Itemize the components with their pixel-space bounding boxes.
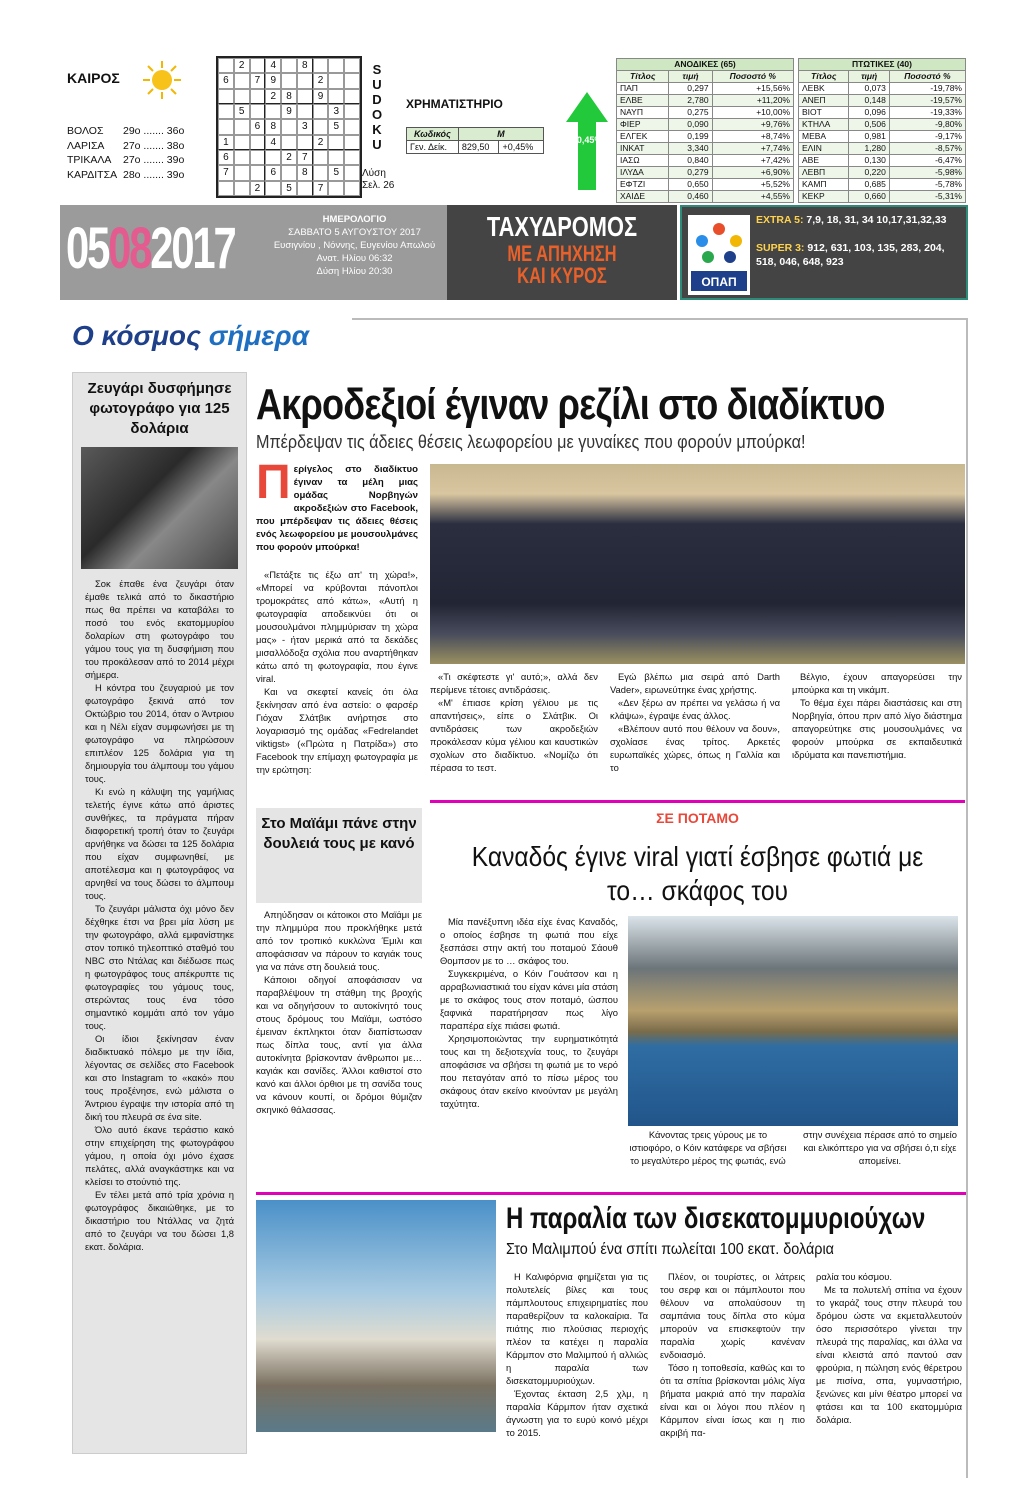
river-fire-photo — [628, 916, 958, 1126]
sudoku-cell — [281, 135, 297, 150]
sudoku-cell — [250, 165, 266, 180]
sudoku-cell — [218, 181, 234, 196]
sudoku-cell: 9 — [281, 104, 297, 119]
rising-stocks-table: ΑΝΟΔΙΚΕΣ (65) Τίτλος τιμή Ποσοστό % ΠΑΠ 0,297 +15,56% ΕΛΒΕ 2,780 +11,20% ΝΑΥΠ 0,275 +10,00% ΦΙΕΡ 0,090 +9,76% ΕΛΓΕΚ 0,199 +8,74% ΙΝΚΑΤ 3,340 +7,74% ΙΑΣΩ 0,840 +7,42% ΙΛΥΔΑ 0,279 +6,90% ΕΦΤΖΙ 0,650 +5,52% ΧΑΙΔΕ 0,460 +4,55% — [616, 58, 794, 203]
main-lead: Περίγελος στο διαδίκτυο έγιναν τα μέλη μιας ομάδας Νορβηγών ακροδεξιών στο Facebook, που μπέρδεψαν τις άδειες θέσεις ενός λεωφορείου με μουσουλμάνες που φορούν μπούρκα! — [256, 456, 418, 553]
sudoku-cell: 9 — [313, 89, 329, 104]
sudoku-cell — [218, 89, 234, 104]
sudoku-cell — [234, 150, 250, 165]
beach-col-2: Πλέον, οι τουρίστες, οι λάτρεις του σερφ και οι πάμπλουτοι που θέλουν να απολαύσουν τη σαμπάνια τους δίπλα στο κύμα μπορούν να επισκεφτούν την παραλία χωρίς κανέναν ενδοιασμό. Τόσο η τοποθεσία, καθώς και το ότι τα σπίτια βρίσκονται μόλις λίγα βήματα μακριά από την παραλία είναι και οι λόγοι που πλέον η Κάρμπον είναι ίσως και η πιο ακριβή πα- — [660, 1271, 805, 1438]
sudoku-cell — [313, 150, 329, 165]
section-rule — [352, 318, 968, 320]
left-story — [72, 372, 247, 1454]
beach-col-1: Η Καλιφόρνια φημίζεται για τις πολυτελείς βίλες και τους πάμπλουτους επιχειρηματίες που παραθερίζουν τα καλοκαίρια. Τα πιάτης πιο πλούσιας περιοχής πλέον τα κατέχει η παραλία Κάρμπον στο Μαλιμπού ή αλλιώς η παραλία των δισεκατομμυριούχων. Έχοντας έκταση 2,5 χλμ, η παραλία Κάρμπον ήταν σχετικά άγνωστη για το ευρύ κοινό μέχρι το 2015. — [506, 1271, 648, 1438]
sudoku-cell — [297, 181, 313, 196]
stock-row: ΛΕΒΠ 0,220 -5,98% — [799, 167, 966, 179]
stock-row: ΕΛΒΕ 2,780 +11,20% — [617, 95, 794, 107]
weather-row: ΛΑΡΙΣΑ 27ο ....... 38ο — [67, 139, 185, 152]
beach-rule — [256, 1192, 966, 1195]
stock-row: ΦΙΕΡ 0,090 +9,76% — [617, 119, 794, 131]
sudoku-cell — [265, 150, 281, 165]
sudoku-cell: 5 — [328, 165, 344, 180]
stock-row: ΚΑΜΠ 0,685 -5,78% — [799, 179, 966, 191]
beach-col-3: ραλία του κόσμου. Με τα πολυτελή σπίτια να έχουν το γκαράζ τους στην πλευρά του δρόμου ώστε να εκμεταλλευτούν όσο περισσότερο γίνεται την πλευρά της παραλίας, και άλλα να είναι κλειστά από παντού σαν φρούρια, η πώληση ενός θέρετρου με πισίνα, σπα, γυμναστήριο, ξενώνες και μίνι θέατρο μπορεί να φτάσει και τα 100 εκατομμύρια δολάρια. — [816, 1271, 962, 1425]
stock-row: ΚΤΗΛΑ 0,506 -9,80% — [799, 119, 966, 131]
sudoku-cell — [344, 73, 360, 88]
sudoku-cell — [328, 135, 344, 150]
sudoku-cell — [313, 119, 329, 134]
opap-logo-icon — [688, 215, 750, 295]
sudoku-cell — [234, 119, 250, 134]
sudoku-cell — [218, 104, 234, 119]
sudoku-cell: 5 — [328, 119, 344, 134]
stock-row: ΝΑΥΠ 0,275 +10,00% — [617, 107, 794, 119]
sudoku-cell: 6 — [218, 150, 234, 165]
sudoku-cell — [250, 135, 266, 150]
sudoku-cell: 7 — [218, 165, 234, 180]
sudoku-cell — [250, 150, 266, 165]
sudoku-cell — [344, 89, 360, 104]
sudoku-cell: 2 — [281, 150, 297, 165]
sudoku-cell: 8 — [281, 89, 297, 104]
side-rule — [966, 318, 968, 1478]
main-col-1: «Πετάξτε τις έξω απ' τη χώρα!», «Μπορεί να κρύβονται πάνοπλοι τρομοκράτες από κάτω», «Αυτή η φωτογραφία αποδεικνύει ότι οι μουσουλμάνοι πλημμύρισαν τη χώρα μας» - ήταν μερικά από τα δεκάδες μισαλλόδοξα σχόλια που αναρτήθηκαν κάτω από τη φωτογραφία, που έγινε viral. Και να σκεφτεί κανείς ότι όλα ξεκίνησαν από ένα αστείο: ο φαρσέρ Γιόχαν Σλάτβικ ανήρτησε στο λογαριασμό της ομάδας «Fedrelandet viktigst» («Πρώτα η Πατρίδα») στο Facebook την επίμαχη φωτογραφία με την ερώτηση: — [256, 569, 418, 775]
sudoku-cell — [344, 104, 360, 119]
sudoku-cell — [313, 58, 329, 73]
sudoku-cell: 3 — [328, 104, 344, 119]
sudoku-cell — [265, 104, 281, 119]
poto-caption-1: Κάνοντας τρεις γύρους με το ιστιοφόρο, ο Κόιν κατάφερε να σβήσει το μεγαλύτερο μέρος της φωτιάς, ενώ — [629, 1129, 787, 1166]
weather-box — [62, 60, 212, 190]
sudoku-cell — [344, 150, 360, 165]
sudoku-cell — [328, 89, 344, 104]
miami-headline: Στο Μαϊάμι πάνε στην δουλειά τους με κανό — [261, 815, 417, 852]
sudoku-cell — [313, 104, 329, 119]
sudoku-solution-ref: Λύση Σελ. 26 — [362, 168, 395, 191]
sudoku-cell — [297, 104, 313, 119]
wedding-photo — [81, 447, 238, 569]
sudoku-cell — [344, 181, 360, 196]
malibu-house-photo — [256, 1200, 496, 1432]
beach-subhead: Στο Μαλιμπού ένα σπίτι πωλείται 100 εκατ. δολάρια — [506, 1241, 834, 1258]
sudoku-cell — [281, 165, 297, 180]
poto-caption-2: στην συνέχεια πέρασε από το σημείο και ελικόπτερο για να σβήσει ό,τι είχε απομείνει. — [803, 1129, 957, 1166]
sudoku-cell — [234, 135, 250, 150]
sudoku-cell — [328, 181, 344, 196]
sudoku-cell — [250, 58, 266, 73]
beach-headline: Η παραλία των δισεκατομμυριούχων — [506, 1202, 926, 1235]
market-change-label: +0,45% — [571, 135, 603, 145]
sudoku-cell — [234, 165, 250, 180]
sudoku-cell — [281, 119, 297, 134]
sudoku-label: S U D O K U — [371, 62, 383, 152]
sudoku-cell: 7 — [297, 150, 313, 165]
sudoku-cell — [328, 73, 344, 88]
sudoku-cell: 2 — [265, 89, 281, 104]
lottery-results: ΟΠΑΠ EXTRA 5: 7,9, 18, 31, 34 10,17,31,32,33 SUPER 3: 912, 631, 103, 135, 283, 204, 518, 046, 648, 923 — [680, 205, 968, 300]
sudoku-grid — [216, 56, 362, 198]
poto-kicker: ΣΕ ΠΟΤΑΜΟ — [656, 810, 739, 826]
calendar-box: ΗΜΕΡΟΛΟΓΙΟ ΣΑΒΒΑΤΟ 5 ΑΥΓΟΥΣΤΟΥ 2017 Ευσιγνίου , Νόννης, Ευγενίου Απωλού Ανατ. Ηλίου 06:32 Δύση Ηλίου 20:30 — [273, 214, 436, 277]
sudoku-cell: 4 — [265, 58, 281, 73]
poto-body: Μία πανέξυπνη ιδέα είχε ένας Καναδός, ο οποίος έσβησε τη φωτιά που είχε ξεσπάσει στην ακτή του ποταμού Σάουθ Θομπσον με το … σκάφος του. Συγκεκριμένα, ο Κόιν Γουάτσον και η αρραβωνιαστικιά του είχαν κάνει μία στάση με το σκάφος τους στον ποταμό, ώσπου ξαφνικά παρατήρησαν πως λίγο παραπέρα είχε πιάσει φωτιά. Χρησιμοποιώντας την ευρηματικότητά τους και τη δεξιοτεχνία τους, το ζευγάρι αποφάσισε να σβήσει τη φωτιά με το νερό που πεταγόταν από το πίσω μέρος του σκάφους όταν εκείνο κινούνταν με μεγάλη ταχύτητα. — [440, 916, 618, 1109]
market-title: ΧΡΗΜΑΤΙΣΤΗΡΙΟ — [406, 97, 503, 111]
sudoku-cell — [297, 89, 313, 104]
sudoku-cell: 2 — [313, 135, 329, 150]
sudoku-cell — [297, 135, 313, 150]
poto-rule — [430, 800, 965, 803]
stock-row: ΕΛΓΕΚ 0,199 +8,74% — [617, 131, 794, 143]
left-story-body: Σοκ έπαθε ένα ζευγάρι όταν έμαθε τελικά από το δικαστήριο πως θα πρέπει να καταβάλει το ποσό του ενός εκατομμυρίου δολαρίων στη φωτογράφο του γάμου τους για τη δυσφήμιση που του προκάλεσαν από το 2014 μέχρι σήμερα. Η κόντρα του ζευγαριού με τον φωτογράφο ξεκινά από τον Οκτώβριο του 2014, όταν ο Άντριου και η Νέλι είχαν συμφωνήσει με τη φωτογράφο να πληρώσουν επιπλέον 125 δολάρια για τη δημιουργία του άλμπουμ του γάμου τους. Κι ενώ η κάλυψη της γαμήλιας τελετής έγινε κάτω από άριστες συνθήκες, τα πράγματα πήραν διαφορετική τροπή όταν το ζευγάρι αρνήθηκε να δώσει τα 125 δολάρια που είχαν συμφωνηθεί, με αποτέλεσμα και η φωτογράφος να αρνηθεί να τους δώσει το άλμπουμ τους. Το ζευγάρι μάλιστα όχι μόνο δεν δέχθηκε έτσι να βρει μία λύση με την φωτογράφο, αλλά εμφανίστηκε στον τοπικό τηλεοπτικό σταθμό του NBC στο Ντάλας και διέδωσε πως η φωτογράφος τους απέκρυπτε τις φωτογραφίες του γάμους τους, στερώντας τους ένα τόσο σημαντικό κομμάτι από τον γάμο τους. Οι ίδιοι ξεκίνησαν έναν διαδικτυακό πόλεμο με την ίδια, λέγοντας σε σελίδες στο Facebook και στο Instagram το «κακό» που τους προξένησε, ενώ μάλιστα ο Άντριου έγραψε την ιστορία από τη δική του πλευρά σε ένα site. Όλο αυτό έκανε τεράστιο κακό στην επιχείρηση της φωτογράφου γάμου, η οποία όχι μόνο έχασε πελάτες, αλλά αναγκάστηκε και να κλείσει το στούντιό της. Εν τέλει μετά από τρία χρόνια η φωτογράφος δικαιώθηκε, με το δικαστήριο του Ντάλλας να ζητά από το ζευγάρι να του δώσει 1,8 εκατ. δολάρια. — [85, 578, 234, 1252]
stock-row: ΙΝΚΑΤ 3,340 +7,74% — [617, 143, 794, 155]
sudoku-cell: 8 — [297, 58, 313, 73]
sudoku-cell — [344, 58, 360, 73]
section-logo: Ο κόσμος σήμερα — [72, 320, 309, 351]
market-index-table: Κωδικός Μ Γεν. Δείκ. 829,50 +0,45% — [406, 127, 544, 154]
stock-row: ΚΕΚΡ 0,660 -5,31% — [799, 191, 966, 203]
issue-date: 05082017 — [66, 216, 235, 281]
stock-row: ΧΑΙΔΕ 0,460 +4,55% — [617, 191, 794, 203]
sudoku-cell — [281, 73, 297, 88]
sudoku-cell: 2 — [313, 73, 329, 88]
stock-row: ΑΝΕΠ 0,148 -19,57% — [799, 95, 966, 107]
sudoku-cell — [250, 104, 266, 119]
stock-row: ΙΑΣΩ 0,840 +7,42% — [617, 155, 794, 167]
main-col-2: «Τι σκέφτεστε γι' αυτό;», αλλά δεν περίμενε τέτοιες αντιδράσεις. «Μ' έπιασε κρίση γέλιου με τις απαντήσεις», είπε ο Σλάτβικ. Οι αντιδράσεις των ακροδεξιών προκάλεσαν κύμα γέλιου και καυστικών σχολίων στο διαδίκτυο. «Νομίζω ότι πέρασα το τεστ. — [430, 671, 598, 773]
miami-body: Απηύδησαν οι κάτοικοι στο Μαϊάμι με την πλημμύρα που προκλήθηκε μετά από τον τροπικό κυκλώνα Έμιλι και αποφάσισαν να πάρουν το καγιάκ τους για να πάνε στη δουλειά τους. Κάποιοι οδηγοί αποφάσισαν να παραβλέψουν τη στάθμη της βροχής και να οδηγήσουν το αυτοκίνητό τους στους δρόμους του Μαϊάμι, ωστόσο έμειναν έκπληκτοι όταν διαπίστωσαν πως δίπλα τους, αντί για άλλα αυτοκίνητα βρίσκονταν άνθρωποι με… καγιάκ και σανίδες. Άλλοι καθιστοί στο κανό και άλλοι όρθιοι με τη σανίδα τους να κάνουν κουπί, οι δρόμοι θύμιζαν σκηνικό θάλασσας. — [256, 909, 422, 1115]
masthead-banner: ΤΑΧΥΔΡΟΜΟΣ ΜΕ ΑΠΗΧΗΣΗ ΚΑΙ ΚΥΡΟΣ — [447, 205, 677, 300]
main-headline: Ακροδεξιοί έγιναν ρεζίλι στο διαδίκτυο — [256, 380, 885, 429]
bus-seats-photo — [430, 464, 965, 664]
weather-rows — [67, 124, 217, 182]
sudoku-cell — [234, 73, 250, 88]
weather-title: ΚΑΙΡΟΣ — [67, 70, 120, 86]
sudoku-cell: 5 — [234, 104, 250, 119]
sudoku-cell — [281, 58, 297, 73]
weather-row: ΒΟΛΟΣ 29ο ....... 36ο — [67, 125, 185, 137]
stock-row: ΙΛΥΔΑ 0,279 +6,90% — [617, 167, 794, 179]
falling-stocks-table: ΠΤΩΤΙΚΕΣ (40) Τίτλος τιμή Ποσοστό % ΛΕΒΚ 0,073 -19,78% ΑΝΕΠ 0,148 -19,57% ΒΙΟΤ 0,096 -19,33% ΚΤΗΛΑ 0,506 -9,80% ΜΕΒΑ 0,981 -9,17% ΕΛΙΝ 1,280 -8,57% ΑΒΕ 0,130 -6,47% ΛΕΒΠ 0,220 -5,98% ΚΑΜΠ 0,685 -5,78% ΚΕΚΡ 0,660 -5,31% — [798, 58, 966, 203]
sudoku-cell: 9 — [265, 73, 281, 88]
sudoku-cell — [344, 165, 360, 180]
stock-row: ΕΦΤΖΙ 0,650 +5,52% — [617, 179, 794, 191]
sudoku-cell: 3 — [297, 119, 313, 134]
sudoku-cell: 7 — [313, 181, 329, 196]
sun-icon — [142, 60, 182, 100]
sudoku-cell: 4 — [265, 135, 281, 150]
sudoku-cell — [218, 58, 234, 73]
sudoku-cell — [328, 150, 344, 165]
sudoku-cell: 2 — [234, 58, 250, 73]
sudoku-cell: 1 — [218, 135, 234, 150]
sudoku-cell: 8 — [297, 165, 313, 180]
drop-cap: Π — [256, 456, 291, 509]
opap-logo — [688, 215, 750, 295]
svg-text:ΟΠΑΠ: ΟΠΑΠ — [701, 275, 737, 289]
stock-row: ΑΒΕ 0,130 -6,47% — [799, 155, 966, 167]
sudoku-cell — [344, 119, 360, 134]
stock-row: ΒΙΟΤ 0,096 -19,33% — [799, 107, 966, 119]
poto-headline: Καναδός έγινε viral γιατί έσβησε φωτιά με το… σκάφος του — [471, 841, 924, 906]
sudoku-cell: 5 — [281, 181, 297, 196]
weather-row: ΤΡΙΚΑΛΑ 27ο ....... 39ο — [67, 154, 185, 166]
stock-row: ΕΛΙΝ 1,280 -8,57% — [799, 143, 966, 155]
sudoku-cell — [265, 181, 281, 196]
sudoku-cell: 7 — [250, 73, 266, 88]
stock-row: ΠΑΠ 0,297 +15,56% — [617, 83, 794, 95]
sudoku-cell: 2 — [250, 181, 266, 196]
main-col-4: Βέλγιο, έχουν απαγορεύσει την μπούρκα και τη νικάμπ. Το θέμα έχει πάρει διαστάσεις και στη Νορβηγία, όπου πριν από λίγο διάστημα απαγορεύτηκε στις μουσουλμάνες να φορούν μπούρκα σε εκπαιδευτικά ιδρύματα και πανεπιστήμια. — [792, 671, 962, 760]
sudoku-cell — [297, 73, 313, 88]
sudoku-cell: 8 — [265, 119, 281, 134]
sudoku-cell — [234, 181, 250, 196]
weather-row: ΚΑΡΔΙΤΣΑ 28ο ....... 39ο — [67, 168, 185, 181]
sudoku-cell — [234, 89, 250, 104]
sudoku-cell — [313, 165, 329, 180]
sudoku-cell — [328, 58, 344, 73]
sudoku-cell: 6 — [218, 73, 234, 88]
sudoku-cell — [218, 119, 234, 134]
left-story-headline: Ζευγάρι δυσφήμησε φωτογράφο για 125 δολάρια — [87, 380, 232, 437]
sudoku-cell — [344, 135, 360, 150]
sudoku-cell: 6 — [265, 165, 281, 180]
sudoku-cell — [250, 89, 266, 104]
sudoku-cell: 6 — [250, 119, 266, 134]
stock-row: ΜΕΒΑ 0,981 -9,17% — [799, 131, 966, 143]
main-subhead: Μπέρδεψαν τις άδειες θέσεις λεωφορείου με γυναίκες που φορούν μπούρκα! — [256, 432, 806, 452]
stock-row: ΛΕΒΚ 0,073 -19,78% — [799, 83, 966, 95]
main-col-3: Εγώ βλέπω μια σειρά από Darth Vader», ειρωνεύτηκε ένας χρήστης. «Δεν ξέρω αν πρέπει να γελάσω ή να κλάψω», έγραψε ένας άλλος. «Βλέπουν αυτό που θέλουν να δουν», σχολίασε ένας τρίτος. Αρκετές ευρωπαϊκές χώρες, όπως η Γαλλία και το — [610, 671, 780, 773]
